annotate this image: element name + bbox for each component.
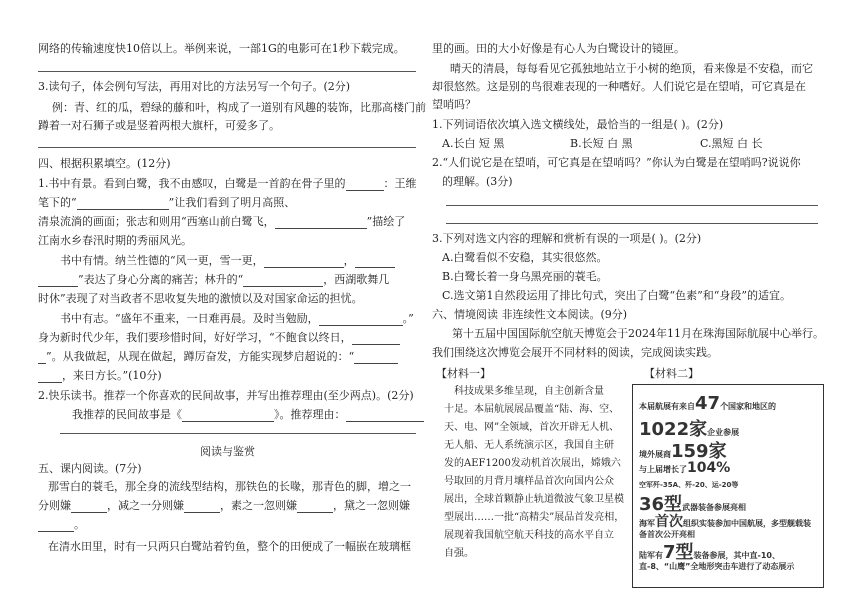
fill-line [38, 331, 400, 345]
material-one-line: 十足。本届航展展品覆盖“陆、海、空、 [444, 404, 620, 415]
option-c[interactable]: C.选文第1自然段运用了排比句式，突出了白鹭“色素”和“身段”的适宜。 [442, 289, 792, 302]
text: 装备参展，其中直-10、直-8、“山鹰”全地形突击车进行了动态展示 [639, 551, 795, 571]
text-line: 时休”表现了对当政者不思收复失地的激愤以及对国家命运的担忧。 [38, 292, 363, 305]
text: 本届航展有来自 [639, 402, 695, 411]
text: 1.书中有景。看到白鹭，我不由感叹，白鹭是一首韵在骨子里的 [38, 177, 346, 190]
number: 159家 [671, 441, 727, 462]
text-line: 我们围绕这次博览会展开不同材料的阅读，完成阅读实践。 [432, 346, 718, 359]
example-sentence-cont: 蹲着一对石狮子或是竖着两根大旗杆，可爱多了。 [38, 119, 280, 132]
question-2: 2.“人们说它是在望哨，可它真是在望哨吗？”你认为白鹭是在望哨吗?说说你 [432, 156, 801, 169]
infographic-line [639, 393, 776, 414]
text-line: 却很悠然。这是别的鸟很难表现的一种嗜好。人们说它是在望哨，可它真是在 [432, 80, 806, 93]
blank-field[interactable] [352, 333, 400, 345]
text: ”描绘了 [366, 215, 406, 228]
section-title: 阅读与鉴赏 [200, 445, 255, 458]
text: 我推荐的民间故事是《 [72, 408, 182, 421]
infographic-line [639, 460, 730, 476]
number: 1022家 [639, 419, 708, 440]
text-line: 江南水乡春汛时期的秀丽风光。 [38, 234, 192, 247]
answer-line [38, 71, 416, 72]
material-two-infographic [632, 384, 824, 588]
blank-field[interactable] [275, 217, 367, 229]
blank-field[interactable] [243, 275, 323, 287]
infographic-line [639, 490, 746, 516]
text: 》。推荐理由： [274, 408, 346, 421]
text: ”。从我做起，从现在做起，蹲厉奋发，方能实现梦启超说的：“ [46, 350, 355, 363]
option-c[interactable]: C.黑短 白 长 [700, 137, 763, 150]
text: 与上届增长了 [639, 465, 687, 474]
fill-line [60, 312, 414, 326]
number: 36型 [639, 494, 683, 515]
text: 个国家和地区的 [720, 402, 777, 411]
text-line: 望哨吗？ [432, 98, 476, 111]
text: 陆军有 [639, 551, 663, 560]
text-line: 那雪白的蓑毛，那全身的流线型结构，那铁色的长喙，那青色的脚，增之一 [48, 480, 411, 493]
blank-field[interactable] [38, 352, 46, 364]
text: ”让我们看到了明月高照、 [168, 196, 296, 209]
text: ，黛之一忽则嫌 [333, 499, 410, 512]
text-line: 在清水田里，时有一只两只白鹭站着钓鱼，整个的田便成了一幅嵌在玻璃框 [48, 540, 411, 553]
material-one-label: 【材料一】 [436, 367, 491, 380]
fill-line [38, 350, 398, 364]
text-line: 第十五届中国国际航空航天博览会于2024年11月在珠海国际航展中心举行。 [452, 327, 824, 340]
material-one-line: 展现着我国航空航天科技的高水平自立 [444, 530, 614, 541]
infographic-line: 空军歼-35A、歼-20、运-20等 [639, 481, 739, 489]
question-2: 2.快乐读书。推荐一个你喜欢的民间故事，并写出推荐理由(至少两点)。(2分) [38, 389, 414, 402]
example-sentence: 例：青、红的瓜，碧绿的藤和叶，构成了一道别有风趣的装饰，比那高楼门前 [52, 101, 426, 114]
blank-field[interactable] [297, 501, 333, 513]
question-2-cont: 的理解。(3分) [442, 175, 513, 188]
text: 企业参展 [707, 428, 740, 437]
text: 。 [74, 518, 85, 531]
answer-line [60, 433, 416, 434]
infographic-line [639, 542, 815, 572]
text: 笔下的“ [38, 196, 77, 209]
section-five-title: 五、课内阅读。(7分) [38, 462, 142, 475]
material-one-line: 号取回的月背月壤样品首次向国内公众 [444, 476, 614, 487]
blank-field[interactable] [355, 256, 395, 268]
blank-field[interactable] [184, 501, 220, 513]
question-3: 3.下列对选文内容的理解和赏析有误的一项是( )。(2分) [432, 232, 702, 245]
text-line: 晴天的清晨，每每看见它孤独地站立于小树的绝顶，看来像是不安稳，而它 [450, 62, 813, 75]
fill-line [72, 408, 424, 422]
blank-field[interactable] [354, 352, 398, 364]
text: ，素之一忽则嫌 [220, 499, 297, 512]
number: 47 [695, 393, 721, 414]
material-one-line: 天、电、网”全领域，首次开辟无人机、 [444, 422, 620, 433]
section-four-title: 四、根据积累填空。(12分) [38, 157, 171, 170]
material-one-line: 展出，全球首颗静止轨道微波气象卫星模 [444, 494, 624, 505]
fill-line [38, 273, 389, 287]
text: ， [343, 254, 355, 267]
text-line: 里的画。田的大小好像是有心人为白鹭设计的镜匣。 [432, 42, 685, 55]
fill-line [38, 196, 295, 210]
material-one-line: 型展出……一批“高精尖”展品首发亮相， [444, 512, 625, 523]
fill-line [38, 177, 417, 191]
text: ，西湖歌舞几 [323, 273, 390, 286]
material-one-line: 科技成果多维呈现，自主创新含量 [454, 386, 604, 397]
text: 书中有情。纳兰性德的“风一更，雪一更， [60, 254, 264, 267]
text: ”表达了身心分离的痛苦；林升的“ [78, 273, 244, 286]
text: 分则嫌 [38, 499, 71, 512]
question-3: 3.读句子，体会例句写法，再用对比的方法另写一个句子。(2分) [38, 80, 351, 93]
text: ，来日方长。”(10分) [62, 369, 162, 382]
blank-field[interactable] [38, 371, 62, 383]
answer-line [38, 147, 416, 148]
text: 武器装备参展亮相 [682, 503, 747, 512]
option-b[interactable]: B.白鹭长着一身乌黑亮丽的蓑毛。 [442, 270, 608, 283]
blank-field[interactable] [71, 501, 107, 513]
text: ：王维 [383, 177, 417, 190]
section-six-title: 六、情境阅读 非连续性文本阅读。(9分) [432, 308, 628, 321]
blank-field[interactable] [38, 520, 74, 532]
blank-field[interactable] [346, 179, 384, 191]
answer-line [446, 223, 818, 224]
fill-line [38, 215, 405, 229]
blank-field[interactable] [319, 314, 403, 326]
material-one-line: 自强。 [444, 548, 474, 559]
material-two-label: 【材料二】 [644, 367, 699, 380]
text: 身为新时代少年，我们要珍惜时间，好好学习，“不飽食以终日， [38, 331, 352, 344]
text-line: 网络的传输速度快10倍以上。举例来说，一部1G的电影可在1秒下载完成。 [38, 42, 405, 55]
text: ，减之一分则嫌 [107, 499, 184, 512]
blank-field[interactable] [182, 410, 274, 422]
text: 组织实装参加中国航展，多型舰载装备首次公开亮相 [639, 519, 811, 539]
fill-line [38, 499, 410, 513]
option-a[interactable]: A.白鹭看似不安稳，其实很悠然。 [442, 251, 608, 264]
text: 书中有志。“盛年不重来，一日难再晨。及时当勉励， [60, 312, 319, 325]
answer-line [446, 205, 818, 206]
number: 104% [687, 460, 731, 476]
question-1: 1.下列词语依次填入选文横线处，最恰当的一组是( )。(2分) [432, 118, 724, 131]
number: 首次 [655, 514, 683, 530]
number: 7型 [663, 542, 694, 563]
fill-line [60, 254, 395, 268]
material-one-line: 发的AEF1200发动机首次展出，嫦娥六 [444, 458, 621, 469]
fill-line [38, 518, 85, 532]
material-one-line: 无人船、无人系统演示区，我国自主研 [444, 440, 614, 451]
blank-field[interactable] [38, 275, 78, 287]
blank-field[interactable] [77, 198, 169, 210]
option-a[interactable]: A.长白 短 黑 [442, 137, 505, 150]
option-b[interactable]: B.长短 白 黑 [570, 137, 633, 150]
fill-line [38, 369, 162, 383]
text: 清泉流淌的画面；张志和则用“西塞山前白鹭飞， [38, 215, 275, 228]
text: 。” [402, 312, 414, 325]
blank-field[interactable] [346, 410, 424, 422]
infographic-line [639, 514, 815, 540]
text: 境外展商 [639, 450, 671, 459]
blank-field[interactable] [264, 256, 344, 268]
text: 海军 [639, 519, 655, 528]
